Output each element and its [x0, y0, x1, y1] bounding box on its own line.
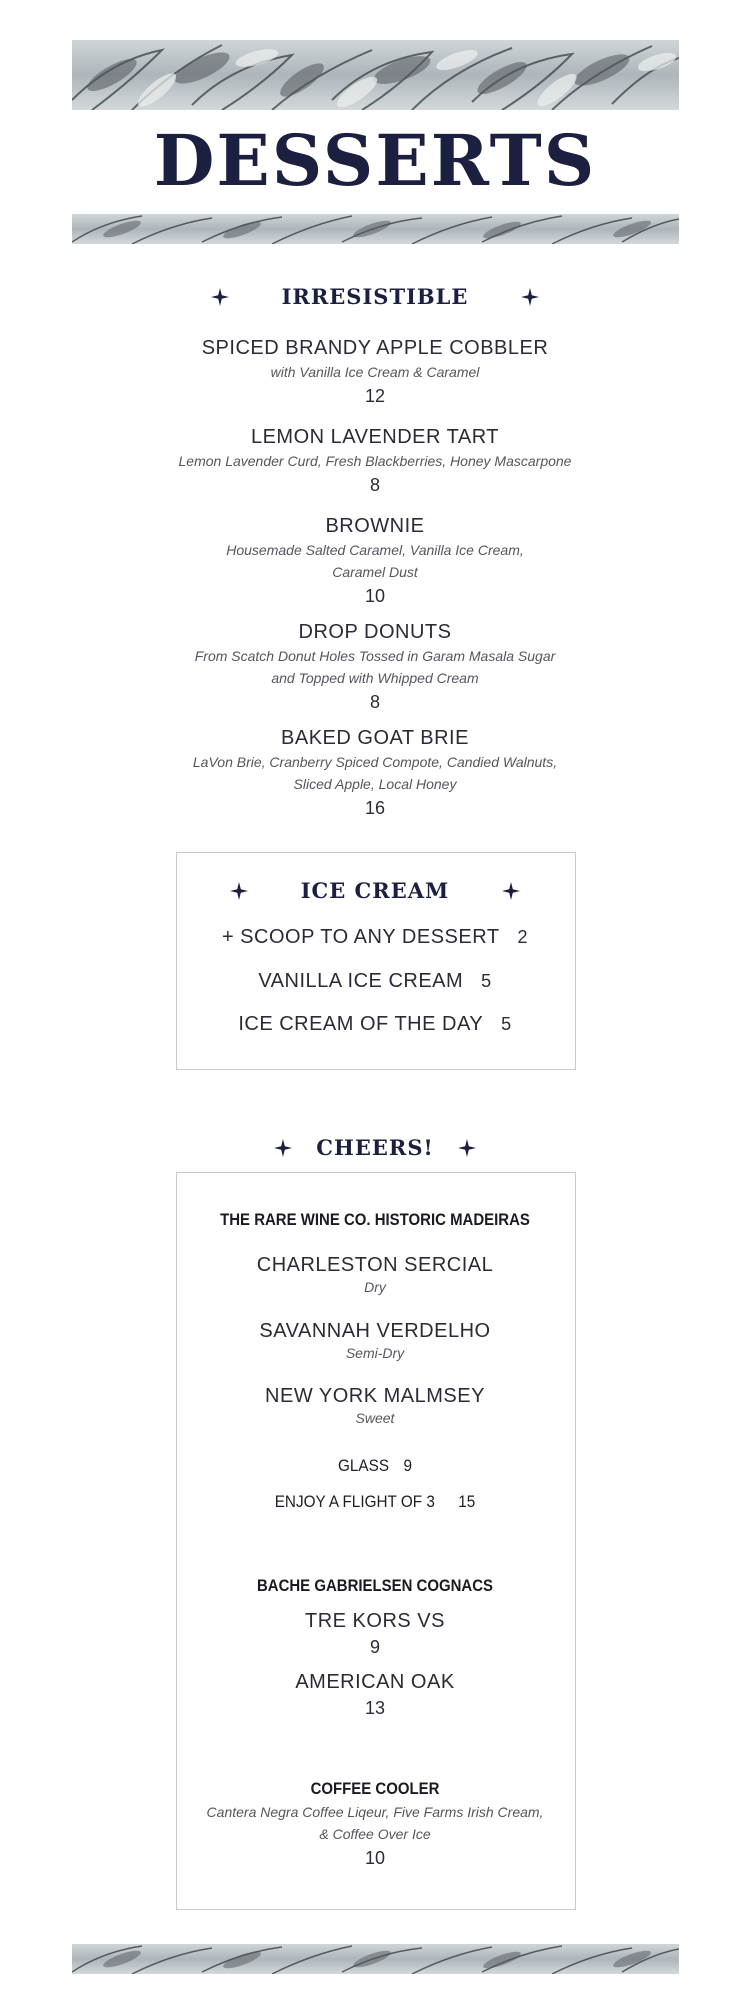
ice-cream-price: 5 — [481, 971, 492, 991]
dessert-price: 10 — [364, 586, 386, 606]
ice-cream-item — [0, 926, 750, 949]
dessert-item — [0, 424, 750, 498]
ice-cream-name: + SCOOP TO ANY DESSERT — [221, 926, 500, 948]
wine-style: Semi-Dry — [345, 1345, 405, 1361]
four-point-star-icon — [230, 882, 248, 900]
dessert-price: 8 — [369, 475, 380, 495]
dessert-description: with Vanilla Ice Cream & Caramel — [270, 364, 480, 380]
section-heading-text: IRRESISTIBLE — [281, 284, 469, 309]
ice-cream-name: ICE CREAM OF THE DAY — [238, 1013, 484, 1035]
dessert-item — [0, 335, 750, 409]
section-heading-text: ICE CREAM — [300, 878, 450, 903]
four-point-star-icon — [211, 288, 229, 306]
dessert-description: From Scatch Donut Holes Tossed in Garam Masala Sugar — [194, 648, 556, 664]
wine-name: CHARLESTON SERCIAL — [256, 1254, 494, 1276]
dessert-name: DROP DONUTS — [298, 621, 452, 643]
four-point-star-icon — [521, 288, 539, 306]
cognac-name: AMERICAN OAK — [295, 1671, 455, 1693]
dessert-name: BAKED GOAT BRIE — [281, 727, 469, 749]
page-title: DESSERTS — [153, 119, 597, 202]
cognac-item — [0, 1608, 750, 1660]
ice-cream-item — [0, 970, 750, 993]
ice-cream-price: 2 — [517, 927, 529, 947]
section-heading-cheers — [0, 1133, 750, 1160]
ice-cream-item — [0, 1013, 750, 1036]
coffee-cooler-item — [0, 1801, 750, 1871]
cognacs-heading: BACHE GABRIELSEN COGNACS — [256, 1576, 494, 1595]
dessert-name: BROWNIE — [325, 515, 425, 537]
wine-item — [0, 1318, 750, 1362]
four-point-star-icon — [274, 1139, 292, 1157]
coffee-cooler-description: & Coffee Over Ice — [319, 1826, 431, 1842]
dessert-item — [0, 725, 750, 821]
section-heading-irresistible — [0, 282, 750, 309]
ice-cream-name: VANILLA ICE CREAM — [258, 970, 464, 992]
dessert-price: 12 — [364, 386, 386, 406]
flight-label: ENJOY A FLIGHT OF 3 — [274, 1492, 435, 1511]
cognac-price: 13 — [364, 1698, 386, 1718]
coffee-cooler-heading: COFFEE COOLER — [310, 1779, 440, 1798]
glass-label: GLASS — [338, 1456, 390, 1475]
dessert-description: and Topped with Whipped Cream — [271, 670, 479, 686]
section-heading-text: CHEERS! — [316, 1135, 434, 1160]
cognac-item — [0, 1669, 750, 1721]
dessert-description: Lemon Lavender Curd, Fresh Blackberries, Honey Mascarpone — [178, 453, 572, 469]
four-point-star-icon — [502, 882, 520, 900]
foliage-banner-top — [72, 40, 679, 110]
wine-style: Sweet — [355, 1410, 395, 1426]
dessert-description: LaVon Brie, Cranberry Spiced Compote, Candied Walnuts, — [192, 754, 558, 770]
coffee-cooler-description: Cantera Negra Coffee Liqeur, Five Farms Irish Cream, — [206, 1804, 544, 1820]
dessert-description: Housemade Salted Caramel, Vanilla Ice Cream, — [226, 542, 524, 558]
wine-style: Dry — [364, 1279, 386, 1295]
wine-name: SAVANNAH VERDELHO — [259, 1320, 491, 1342]
coffee-cooler-price: 10 — [364, 1848, 386, 1868]
foliage-pattern-icon — [72, 214, 679, 244]
four-point-star-icon — [458, 1139, 476, 1157]
glass-price-line — [38, 1456, 713, 1476]
foliage-banner-bottom — [72, 1944, 679, 1974]
madeiras-heading: THE RARE WINE CO. HISTORIC MADEIRAS — [220, 1210, 530, 1229]
dessert-description: Caramel Dust — [332, 564, 418, 580]
cognac-price: 9 — [369, 1637, 380, 1657]
dessert-price: 8 — [369, 692, 380, 712]
wine-item — [0, 1383, 750, 1427]
dessert-description: Sliced Apple, Local Honey — [293, 776, 457, 792]
section-heading-ice-cream — [0, 876, 750, 903]
dessert-name: SPICED BRANDY APPLE COBBLER — [201, 337, 549, 359]
cognac-name: TRE KORS VS — [305, 1610, 445, 1632]
flight-price: 15 — [458, 1492, 476, 1511]
wine-item — [0, 1252, 750, 1296]
wine-name: NEW YORK MALMSEY — [265, 1385, 485, 1407]
dessert-item — [0, 619, 750, 715]
dessert-price: 16 — [364, 798, 386, 818]
ice-cream-price: 5 — [501, 1014, 512, 1034]
dessert-item — [0, 513, 750, 609]
dessert-name: LEMON LAVENDER TART — [250, 426, 500, 448]
foliage-pattern-icon — [72, 1944, 679, 1974]
flight-price-line — [38, 1492, 713, 1512]
foliage-pattern-icon — [72, 40, 679, 110]
glass-price: 9 — [403, 1456, 412, 1475]
foliage-banner-middle — [72, 214, 679, 244]
